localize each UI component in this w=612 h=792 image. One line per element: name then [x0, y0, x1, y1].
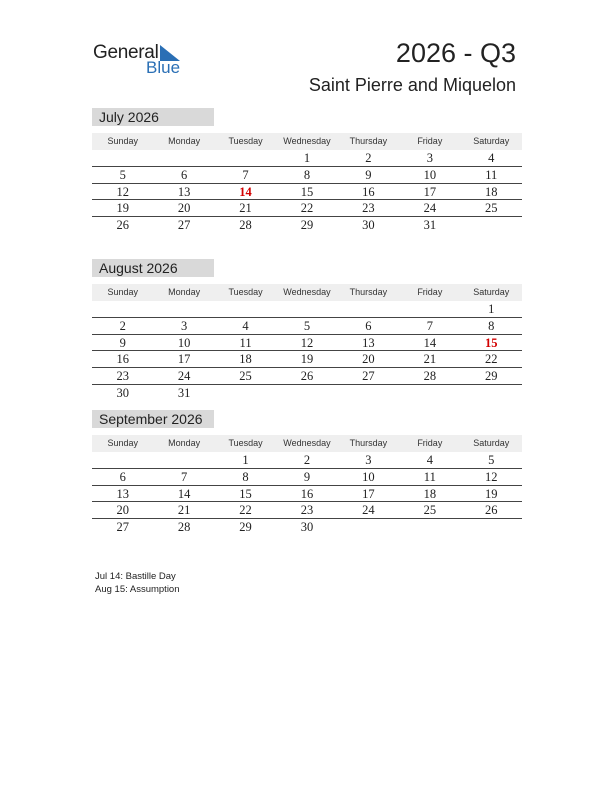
week-row [92, 519, 522, 536]
weekday-label: Wednesday [283, 136, 331, 146]
week-row [92, 368, 522, 385]
day-cell: 11 [239, 335, 252, 350]
day-cell: 29 [484, 369, 498, 384]
day-cell [399, 519, 460, 536]
day-cell: 2 [303, 453, 311, 467]
day-cell: 8 [488, 318, 495, 333]
day-cell: 1 [242, 453, 249, 467]
day-cell: 23 [362, 201, 375, 216]
week-row [92, 184, 522, 201]
day-cell: 9 [119, 335, 126, 350]
week-row [92, 351, 522, 368]
weekday-label: Monday [168, 438, 201, 448]
day-cell: 5 [119, 167, 126, 182]
day-cell: 4 [242, 318, 249, 333]
day-cell: 7 [181, 469, 188, 484]
week-row [92, 452, 522, 469]
weekday-label: Thursday [349, 136, 388, 146]
week-row [92, 385, 522, 402]
day-cell [338, 385, 399, 402]
day-cell: 13 [177, 184, 191, 199]
day-cell: 17 [177, 352, 191, 367]
day-cell [92, 150, 153, 166]
week-row [92, 335, 522, 352]
day-cell: 19 [300, 352, 314, 367]
day-cell: 15 [484, 335, 498, 350]
weekday-label: Thursday [349, 438, 388, 448]
month-august [92, 259, 522, 402]
week-row [92, 150, 522, 167]
generalblue-logo [93, 42, 193, 78]
day-cell: 21 [423, 352, 437, 367]
weekday-label: Tuesday [228, 136, 263, 146]
day-cell: 20 [177, 201, 191, 216]
day-cell: 15 [300, 184, 314, 199]
month-grid [92, 301, 522, 402]
page-subtitle: Saint Pierre and Miquelon [308, 75, 516, 95]
day-cell: 25 [423, 503, 437, 518]
day-cell: 3 [365, 453, 372, 467]
day-cell: 21 [239, 201, 252, 216]
day-cell: 23 [116, 369, 129, 384]
day-cell: 26 [300, 369, 314, 384]
weekday-label: Saturday [473, 136, 510, 146]
day-cell: 24 [362, 503, 375, 518]
month-title: August 2026 [92, 259, 214, 277]
day-cell: 30 [300, 520, 314, 535]
logo-text-general: General [93, 42, 159, 63]
day-cell: 2 [365, 151, 372, 165]
holiday-notes [95, 570, 180, 596]
day-cell [399, 301, 460, 317]
day-cell: 24 [177, 369, 191, 384]
day-cell [276, 301, 337, 317]
day-cell: 3 [426, 151, 433, 165]
day-cell: 9 [303, 469, 311, 484]
day-cell [276, 385, 337, 402]
day-cell: 26 [116, 218, 129, 233]
weekday-label: Monday [168, 287, 201, 297]
day-cell: 29 [300, 218, 314, 233]
day-cell [92, 452, 153, 468]
day-cell: 22 [300, 201, 314, 216]
day-cell: 12 [116, 184, 129, 199]
day-cell: 7 [242, 167, 249, 182]
day-cell: 3 [181, 318, 188, 333]
week-row [92, 469, 522, 486]
weekday-label: Tuesday [228, 438, 263, 448]
weekday-label: Friday [417, 287, 443, 297]
week-row [92, 301, 522, 318]
day-cell: 14 [177, 486, 191, 501]
month-july [92, 108, 522, 234]
day-cell: 17 [423, 184, 437, 199]
weekday-label: Wednesday [283, 438, 331, 448]
day-cell: 20 [116, 503, 129, 518]
day-cell [338, 301, 399, 317]
day-cell: 4 [426, 453, 433, 467]
day-cell: 1 [303, 151, 311, 165]
holiday-note: Jul 14: Bastille Day [95, 571, 176, 582]
day-cell: 26 [484, 503, 498, 518]
week-row [92, 200, 522, 217]
day-cell: 8 [242, 469, 249, 484]
day-cell: 15 [239, 486, 252, 501]
day-cell: 18 [239, 352, 252, 367]
day-cell: 6 [365, 318, 372, 333]
day-cell: 7 [426, 318, 433, 333]
day-cell: 11 [423, 469, 436, 484]
day-cell: 19 [116, 201, 129, 216]
week-row [92, 167, 522, 184]
weekday-label: Friday [417, 136, 443, 146]
day-cell [461, 217, 522, 234]
day-cell: 27 [362, 369, 375, 384]
weekday-label: Sunday [107, 136, 138, 146]
weekday-label: Saturday [473, 438, 510, 448]
day-cell: 30 [116, 385, 129, 400]
logo-text-blue: Blue [146, 58, 181, 77]
day-cell: 28 [239, 218, 252, 233]
week-row [92, 502, 522, 519]
day-cell [153, 452, 214, 468]
day-cell [92, 301, 153, 317]
day-cell: 8 [303, 167, 311, 182]
weekday-label: Friday [417, 438, 443, 448]
day-cell: 31 [423, 218, 437, 233]
day-cell: 29 [239, 520, 252, 535]
weekday-label: Sunday [107, 287, 138, 297]
day-cell: 23 [300, 503, 314, 518]
holiday-note: Aug 15: Assumption [95, 584, 180, 595]
day-cell [338, 519, 399, 536]
day-cell: 1 [488, 302, 495, 316]
day-cell: 10 [423, 167, 437, 182]
weekday-label: Sunday [107, 438, 138, 448]
day-cell: 25 [484, 201, 498, 216]
day-cell: 16 [116, 352, 129, 367]
day-cell: 14 [239, 184, 252, 199]
week-row [92, 486, 522, 503]
day-cell: 25 [239, 369, 252, 384]
day-cell: 30 [362, 218, 375, 233]
day-cell: 12 [484, 469, 498, 484]
month-september [92, 410, 522, 536]
day-cell: 5 [303, 318, 311, 333]
day-cell: 28 [423, 369, 437, 384]
day-cell: 19 [484, 486, 498, 501]
day-cell: 6 [119, 469, 126, 484]
day-cell: 14 [423, 335, 437, 350]
day-cell: 18 [423, 486, 437, 501]
day-cell: 4 [488, 151, 495, 165]
month-grid [92, 150, 522, 234]
page-title: 2026 - Q3 [395, 38, 516, 68]
weekday-label: Saturday [473, 287, 510, 297]
month-title: September 2026 [92, 410, 214, 428]
month-title: July 2026 [92, 108, 214, 126]
day-cell [153, 150, 214, 166]
day-cell: 20 [362, 352, 375, 367]
day-cell: 12 [300, 335, 314, 350]
day-cell: 13 [362, 335, 375, 350]
day-cell: 22 [484, 352, 498, 367]
day-cell [461, 385, 522, 402]
month-grid [92, 452, 522, 536]
day-cell [461, 519, 522, 536]
day-cell: 9 [365, 167, 372, 182]
day-cell [215, 385, 276, 402]
weekday-label: Tuesday [228, 287, 263, 297]
day-cell: 21 [177, 503, 191, 518]
day-cell: 18 [484, 184, 498, 199]
day-cell: 16 [362, 184, 375, 199]
week-row [92, 217, 522, 234]
day-cell: 13 [116, 486, 129, 501]
weekday-label: Thursday [349, 287, 388, 297]
week-row [92, 318, 522, 335]
day-cell: 11 [485, 167, 498, 182]
day-cell [399, 385, 460, 402]
day-cell: 10 [362, 469, 375, 484]
day-cell: 28 [177, 520, 191, 535]
day-cell: 10 [177, 335, 191, 350]
weekday-header [92, 284, 522, 301]
day-cell: 5 [488, 453, 495, 467]
day-cell: 17 [362, 486, 375, 501]
day-cell: 27 [177, 218, 191, 233]
day-cell [215, 301, 276, 317]
day-cell [215, 150, 276, 166]
weekday-header [92, 133, 522, 150]
day-cell: 27 [116, 520, 129, 535]
day-cell: 24 [423, 201, 437, 216]
day-cell: 6 [181, 167, 188, 182]
weekday-label: Wednesday [283, 287, 331, 297]
weekday-label: Monday [168, 136, 201, 146]
day-cell: 31 [177, 385, 191, 400]
day-cell [153, 301, 214, 317]
day-cell: 2 [119, 318, 126, 333]
day-cell: 16 [300, 486, 314, 501]
day-cell: 22 [239, 503, 252, 518]
weekday-header [92, 435, 522, 452]
